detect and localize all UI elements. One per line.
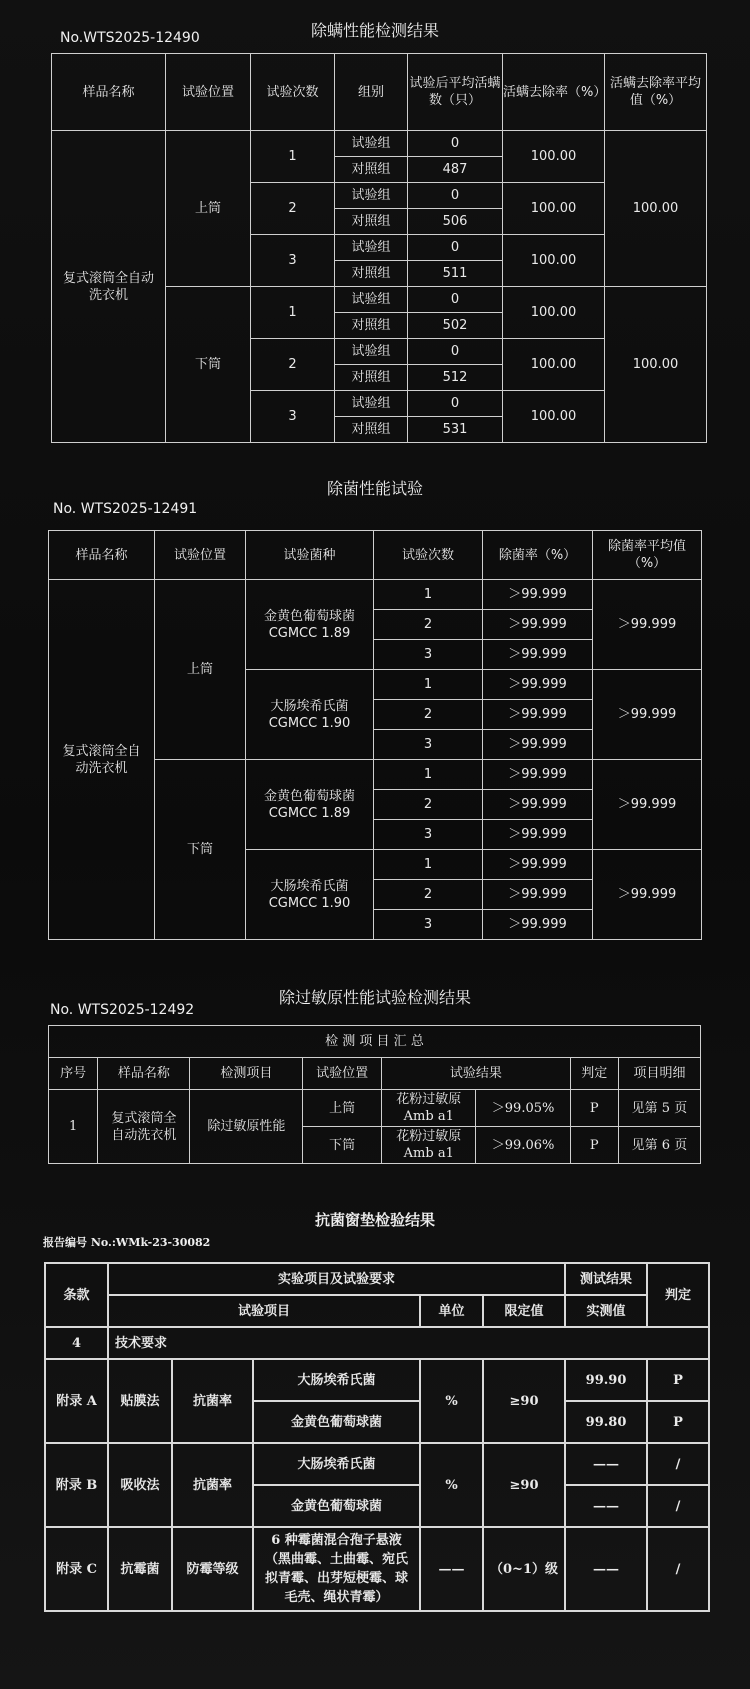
- pad-header-clause: 条款: [45, 1263, 108, 1327]
- mite-trial-no: 1: [251, 131, 335, 183]
- allergen-index: 1: [49, 1090, 98, 1164]
- allergen-detail: 见第 6 页: [618, 1127, 700, 1164]
- mite-rate: 100.00: [503, 339, 605, 391]
- bacteria-rate: ＞99.999: [483, 820, 593, 850]
- pad-header-test: 试验项目: [108, 1295, 420, 1327]
- pad-value: ——: [565, 1527, 647, 1611]
- pad-strain: 6 种霉菌混合孢子悬液（黑曲霉、土曲霉、宛氏拟青霉、出芽短梗霉、球毛壳、绳状青霉）: [253, 1527, 420, 1611]
- pad-judge: P: [647, 1359, 709, 1401]
- mite-group: 对照组: [335, 261, 408, 287]
- bacteria-rate: ＞99.999: [483, 670, 593, 700]
- bacteria-count: 1: [374, 760, 483, 790]
- allergen-position: 下筒: [303, 1127, 382, 1164]
- mite-group: 试验组: [335, 339, 408, 365]
- bacteria-header-row: [49, 531, 702, 580]
- mite-header: 活螨去除率平均值（%）: [605, 54, 707, 131]
- mite-trial-no: 3: [251, 235, 335, 287]
- mite-group: 试验组: [335, 287, 408, 313]
- bacteria-rate: ＞99.999: [483, 610, 593, 640]
- pad-table: [44, 1262, 710, 1612]
- bacteria-position: 上筒: [155, 580, 246, 760]
- pad-value: ——: [565, 1443, 647, 1485]
- mite-title: 除螨性能检测结果: [310, 21, 439, 40]
- pad-judge: /: [647, 1527, 709, 1611]
- allergen-detail: 见第 5 页: [618, 1090, 700, 1127]
- pad-strain: 金黄色葡萄球菌: [253, 1401, 420, 1443]
- pad-header-unit: 单位: [420, 1295, 483, 1327]
- mite-rate: 100.00: [503, 131, 605, 183]
- pad-header-items: 实验项目及试验要求: [108, 1263, 565, 1295]
- allergen-header: 样品名称: [98, 1058, 190, 1090]
- allergen-name: 花粉过敏原 Amb a1: [382, 1127, 476, 1164]
- mite-group: 试验组: [335, 183, 408, 209]
- pad-clause: 附录 B: [45, 1443, 108, 1527]
- bacteria-strain: 金黄色葡萄球菌 CGMCC 1.89: [246, 760, 374, 850]
- mite-header: 试验后平均活螨数（只）: [408, 54, 503, 131]
- allergen-judge: P: [570, 1127, 618, 1164]
- mite-trial-no: 2: [251, 339, 335, 391]
- pad-row4-text: 技术要求: [108, 1327, 709, 1359]
- bacteria-report-no: No. WTS2025-12491: [53, 501, 198, 517]
- bacteria-header: 样品名称: [49, 531, 155, 580]
- allergen-position: 上筒: [303, 1090, 382, 1127]
- mite-count: 0: [408, 235, 503, 261]
- mite-group: 对照组: [335, 313, 408, 339]
- pad-item: 抗菌率: [172, 1443, 253, 1527]
- pad-strain: 金黄色葡萄球菌: [253, 1485, 420, 1527]
- bacteria-strain: 大肠埃希氏菌 CGMCC 1.90: [246, 850, 374, 940]
- allergen-item: 除过敏原性能: [190, 1090, 303, 1164]
- mite-group: 试验组: [335, 391, 408, 417]
- pad-strain: 大肠埃希氏菌: [253, 1359, 420, 1401]
- pad-header-limit: 限定值: [483, 1295, 565, 1327]
- mite-rate: 100.00: [503, 183, 605, 235]
- mite-count: 531: [408, 417, 503, 443]
- pad-unit: %: [420, 1443, 483, 1527]
- bacteria-count: 2: [374, 700, 483, 730]
- bacteria-strain: 大肠埃希氏菌 CGMCC 1.90: [246, 670, 374, 760]
- pad-value: 99.90: [565, 1359, 647, 1401]
- pad-judge: P: [647, 1401, 709, 1443]
- bacteria-rate: ＞99.999: [483, 760, 593, 790]
- allergen-result: ＞99.06%: [476, 1127, 570, 1164]
- mite-average: 100.00: [605, 131, 707, 287]
- mite-trial-no: 2: [251, 183, 335, 235]
- allergen-result: ＞99.05%: [476, 1090, 570, 1127]
- bacteria-rate: ＞99.999: [483, 580, 593, 610]
- pad-judge: /: [647, 1485, 709, 1527]
- mite-header-row: [52, 54, 707, 131]
- bacteria-count: 2: [374, 610, 483, 640]
- bacteria-count: 1: [374, 670, 483, 700]
- allergen-table: [48, 1025, 701, 1164]
- mite-group: 试验组: [335, 235, 408, 261]
- allergen-header: 序号: [49, 1058, 98, 1090]
- pad-header-judge: 判定: [647, 1263, 709, 1327]
- bacteria-rate: ＞99.999: [483, 700, 593, 730]
- bacteria-sample: 复式滚筒全自动洗衣机: [49, 580, 155, 940]
- bacteria-count: 1: [374, 580, 483, 610]
- bacteria-rate: ＞99.999: [483, 850, 593, 880]
- mite-group: 对照组: [335, 417, 408, 443]
- pad-row4-no: 4: [45, 1327, 108, 1359]
- allergen-report-no: No. WTS2025-12492: [50, 1002, 195, 1018]
- allergen-header-row: [49, 1058, 701, 1090]
- allergen-header: 判定: [570, 1058, 618, 1090]
- pad-report-no: 报告编号 No.:WMk-23-30082: [43, 1236, 211, 1249]
- bacteria-header: 除菌率平均值（%）: [593, 531, 702, 580]
- allergen-summary: 检 测 项 目 汇 总: [49, 1026, 701, 1058]
- pad-value: 99.80: [565, 1401, 647, 1443]
- mite-header: 试验位置: [166, 54, 251, 131]
- mite-average: 100.00: [605, 287, 707, 443]
- bacteria-rate: ＞99.999: [483, 880, 593, 910]
- pad-limit: ≥90: [483, 1359, 565, 1443]
- bacteria-rate: ＞99.999: [483, 790, 593, 820]
- bacteria-average: ＞99.999: [593, 850, 702, 940]
- mite-report-no: No.WTS2025-12490: [60, 30, 200, 46]
- mite-group: 对照组: [335, 209, 408, 235]
- pad-header-result: 测试结果: [565, 1263, 647, 1295]
- pad-title: 抗菌窗垫检验结果: [314, 1211, 435, 1229]
- pad-clause: 附录 A: [45, 1359, 108, 1443]
- bacteria-count: 2: [374, 880, 483, 910]
- mite-trial-no: 3: [251, 391, 335, 443]
- allergen-sample: 复式滚筒全自动洗衣机: [98, 1090, 190, 1164]
- pad-unit: %: [420, 1359, 483, 1443]
- bacteria-strain: 金黄色葡萄球菌 CGMCC 1.89: [246, 580, 374, 670]
- bacteria-table: [48, 530, 702, 940]
- allergen-header: 项目明细: [618, 1058, 700, 1090]
- bacteria-header: 试验次数: [374, 531, 483, 580]
- mite-rate: 100.00: [503, 287, 605, 339]
- bacteria-average: ＞99.999: [593, 580, 702, 670]
- bacteria-count: 3: [374, 640, 483, 670]
- pad-method: 抗霉菌: [108, 1527, 172, 1611]
- bacteria-average: ＞99.999: [593, 670, 702, 760]
- mite-rate: 100.00: [503, 235, 605, 287]
- mite-count: 0: [408, 339, 503, 365]
- allergen-header: 检测项目: [190, 1058, 303, 1090]
- bacteria-count: 2: [374, 790, 483, 820]
- mite-count: 0: [408, 131, 503, 157]
- mite-count: 0: [408, 183, 503, 209]
- pad-limit: ≥90: [483, 1443, 565, 1527]
- pad-item: 抗菌率: [172, 1359, 253, 1443]
- pad-value: ——: [565, 1485, 647, 1527]
- bacteria-count: 3: [374, 910, 483, 940]
- mite-count: 0: [408, 287, 503, 313]
- pad-method: 贴膜法: [108, 1359, 172, 1443]
- mite-count: 506: [408, 209, 503, 235]
- mite-count: 511: [408, 261, 503, 287]
- bacteria-rate: ＞99.999: [483, 640, 593, 670]
- mite-rate: 100.00: [503, 391, 605, 443]
- mite-header: 试验次数: [251, 54, 335, 131]
- bacteria-count: 3: [374, 730, 483, 760]
- allergen-header: 试验位置: [303, 1058, 382, 1090]
- bacteria-position: 下筒: [155, 760, 246, 940]
- allergen-header: 试验结果: [382, 1058, 571, 1090]
- mite-count: 512: [408, 365, 503, 391]
- mite-trial-no: 1: [251, 287, 335, 339]
- mite-count: 502: [408, 313, 503, 339]
- bacteria-title: 除菌性能试验: [326, 479, 423, 498]
- bacteria-count: 3: [374, 820, 483, 850]
- mite-header: 活螨去除率（%）: [503, 54, 605, 131]
- pad-judge: /: [647, 1443, 709, 1485]
- bacteria-rate: ＞99.999: [483, 910, 593, 940]
- mite-group: 试验组: [335, 131, 408, 157]
- bacteria-header: 试验位置: [155, 531, 246, 580]
- mite-group: 对照组: [335, 365, 408, 391]
- mite-sample: 复式滚筒全自动洗衣机: [52, 131, 166, 443]
- pad-limit: （0~1）级: [483, 1527, 565, 1611]
- mite-header: 组别: [335, 54, 408, 131]
- pad-unit: ——: [420, 1527, 483, 1611]
- bacteria-count: 1: [374, 850, 483, 880]
- bacteria-average: ＞99.999: [593, 760, 702, 850]
- pad-strain: 大肠埃希氏菌: [253, 1443, 420, 1485]
- bacteria-header: 除菌率（%）: [483, 531, 593, 580]
- pad-clause: 附录 C: [45, 1527, 108, 1611]
- mite-count: 0: [408, 391, 503, 417]
- pad-method: 吸收法: [108, 1443, 172, 1527]
- pad-item: 防霉等级: [172, 1527, 253, 1611]
- mite-position: 下筒: [166, 287, 251, 443]
- mite-group: 对照组: [335, 157, 408, 183]
- mite-table: [51, 53, 707, 443]
- bacteria-header: 试验菌种: [246, 531, 374, 580]
- allergen-title: 除过敏原性能试验检测结果: [278, 988, 471, 1007]
- allergen-judge: P: [570, 1090, 618, 1127]
- mite-count: 487: [408, 157, 503, 183]
- allergen-name: 花粉过敏原 Amb a1: [382, 1090, 476, 1127]
- bacteria-rate: ＞99.999: [483, 730, 593, 760]
- mite-header: 样品名称: [52, 54, 166, 131]
- mite-position: 上筒: [166, 131, 251, 287]
- pad-header-measured: 实测值: [565, 1295, 647, 1327]
